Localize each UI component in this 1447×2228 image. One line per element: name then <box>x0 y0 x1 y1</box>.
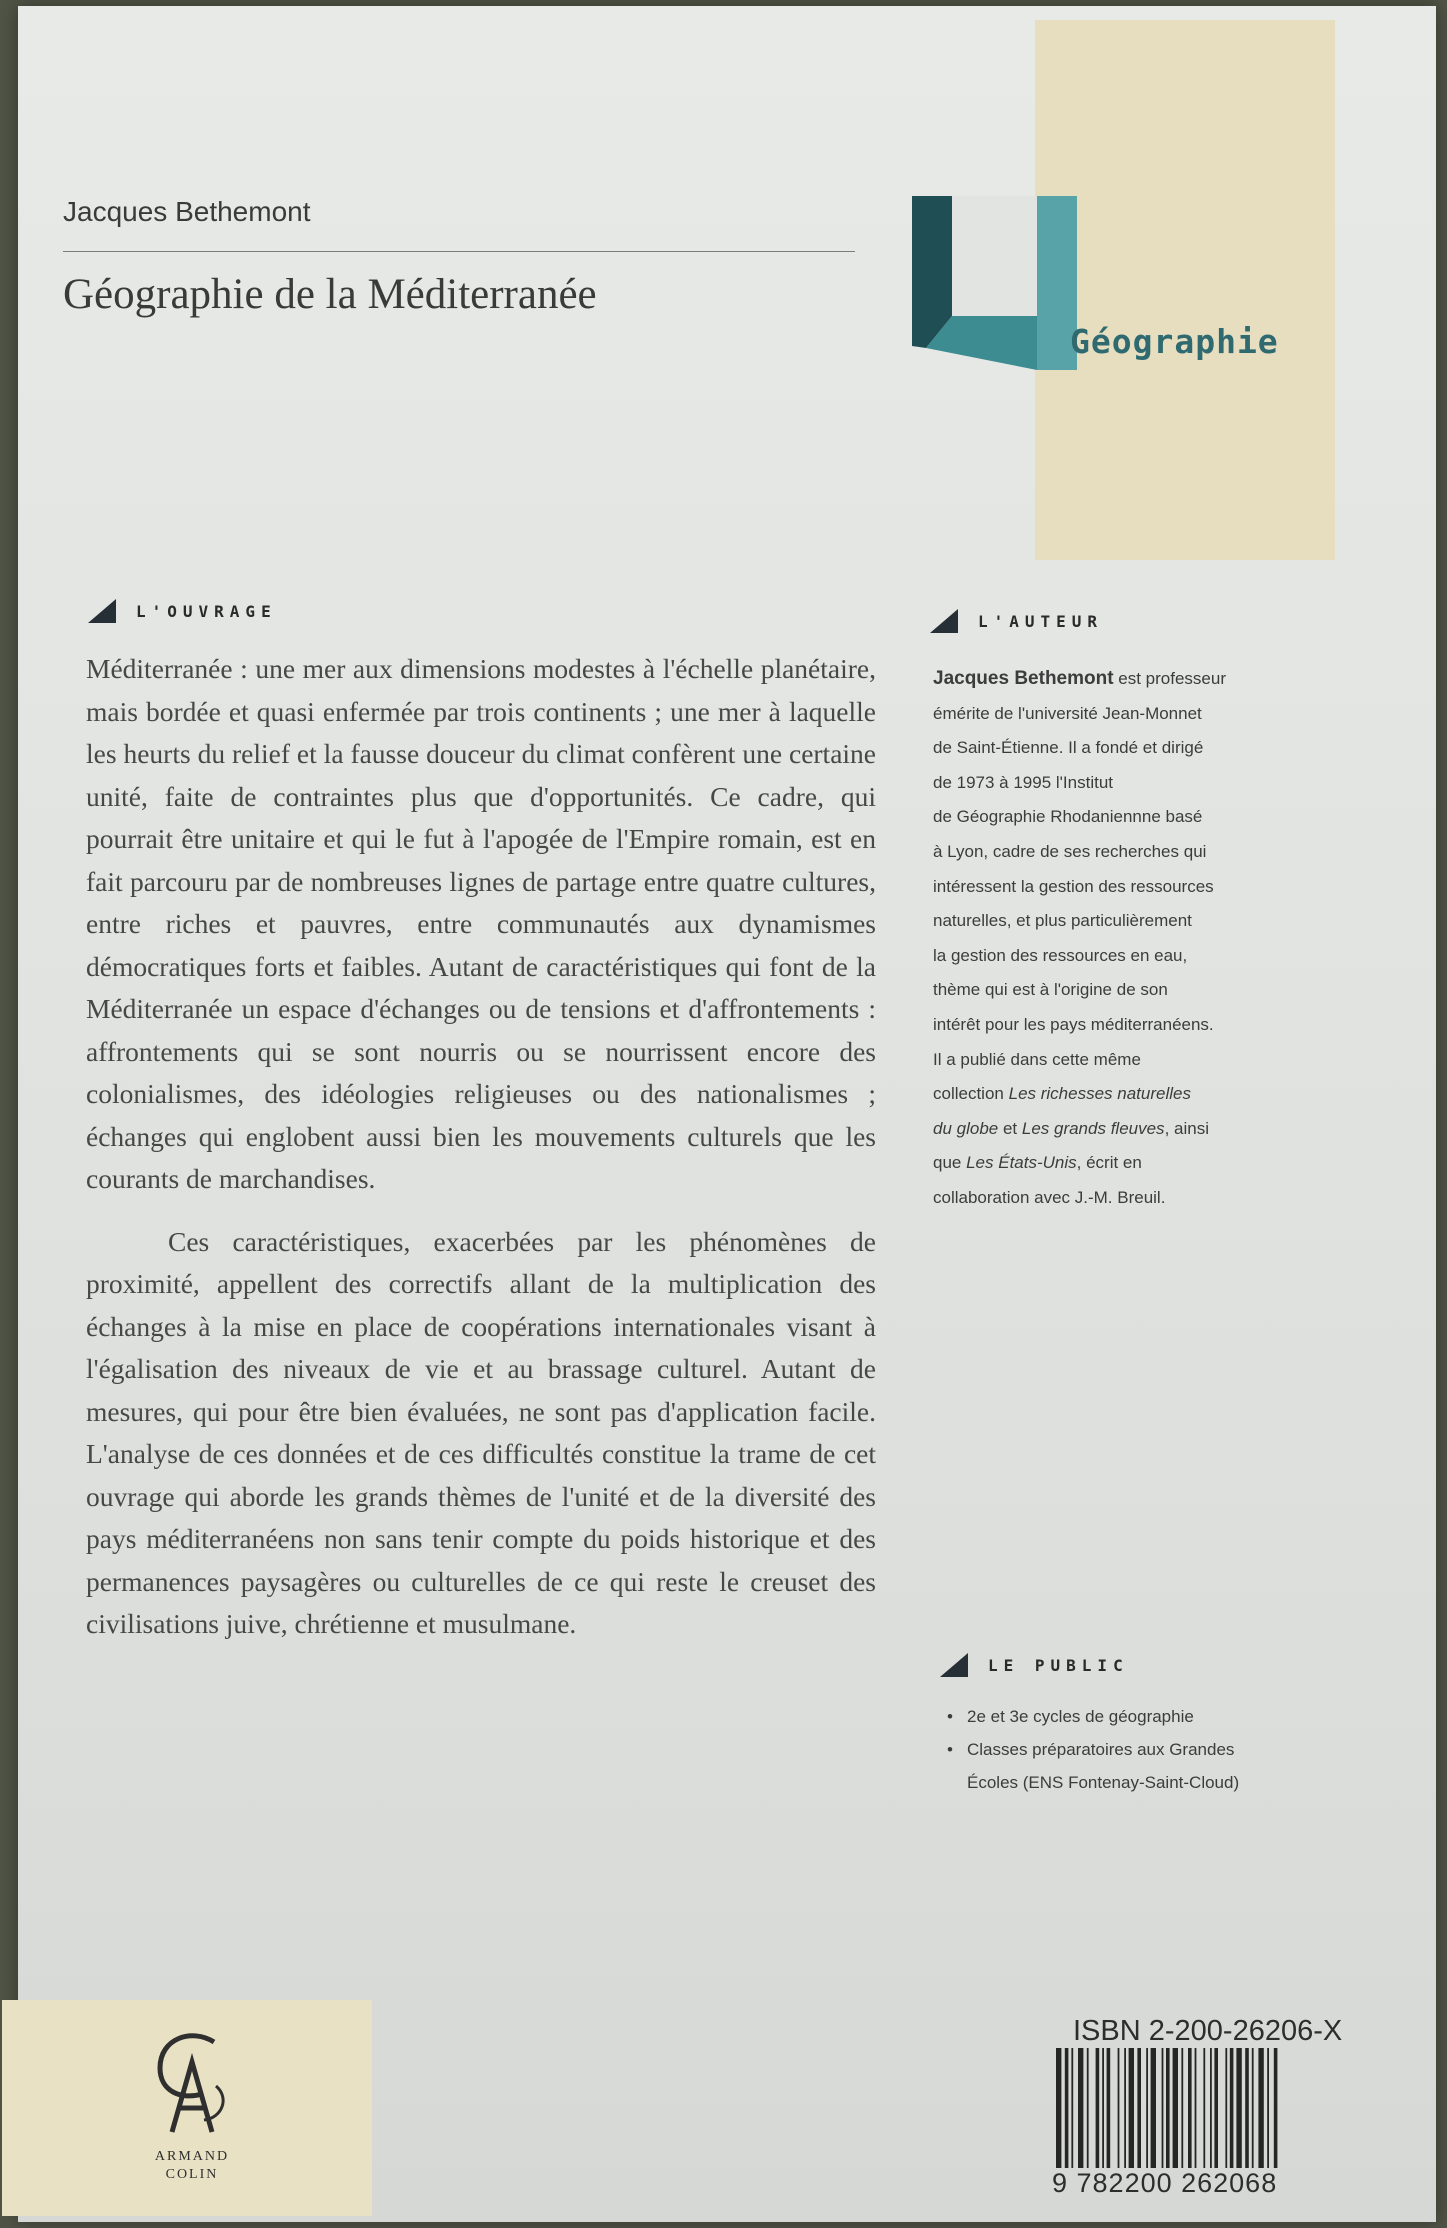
barcode-bar <box>1195 2048 1197 2168</box>
author-bio-line: thème qui est à l'origine de son <box>933 980 1168 1000</box>
barcode-bar <box>1166 2048 1170 2168</box>
barcode-bar <box>1107 2048 1111 2168</box>
barcode-bar <box>1267 2048 1269 2168</box>
barcode-bar <box>1236 2048 1241 2168</box>
barcode-bar <box>1162 2048 1164 2168</box>
ouvrage-body <box>86 648 876 1646</box>
author-bio-line: de 1973 à 1995 l'Institut <box>933 772 1113 792</box>
barcode-bar <box>1252 2048 1254 2168</box>
barcode-bar <box>1071 2048 1073 2168</box>
author-bio-line: intérêt pour les pays méditerranéens. <box>933 1014 1214 1034</box>
public-list <box>943 1700 1343 1799</box>
barcode-bar <box>1056 2048 1061 2168</box>
book-reference: Les richesses naturelles <box>1008 1084 1191 1104</box>
public-item: • 2e et 3e cycles de géographie <box>943 1700 1343 1733</box>
book-reference: Les États-Unis <box>966 1153 1077 1173</box>
barcode-bar <box>1129 2048 1134 2168</box>
section-public-heading <box>940 1650 1129 1680</box>
triangle-marker-icon <box>940 1653 968 1677</box>
barcode-bar <box>1203 2048 1205 2168</box>
barcode-digits: 9 782200 262068 <box>1052 2168 1278 2198</box>
barcode-bar <box>1087 2048 1089 2168</box>
barcode-icon <box>1052 2048 1342 2168</box>
barcode-bar <box>1173 2048 1178 2168</box>
barcode-bar <box>1225 2048 1227 2168</box>
triangle-marker-icon <box>930 609 958 633</box>
barcode-bar <box>1214 2048 1218 2168</box>
barcode-bar <box>1102 2048 1104 2168</box>
section-ouvrage-heading <box>88 596 277 626</box>
author-bio-line: de Saint-Étienne. Il a fondé et dirigé <box>933 738 1204 758</box>
author-bio-line: collaboration avec J.-M. Breuil. <box>933 1187 1166 1207</box>
ouvrage-paragraph-1: Méditerranée : une mer aux dimensions modestes à l'échelle planétaire, mais bordée et quasi enfermée par trois continents ; une mer à laquelle les heurts du relief et la fausse douceur du climat confèrent une certaine unité, faite de contraintes plus que d'opportunités. Ce cadre, qui pourrait être unitaire et qui le fut à l'apogée de l'Empire romain, est en fait parcouru par de nombreuses lignes de partage entre quatre cultures, entre riches et pauvres, entre communautés aux dynamismes démocratiques forts et faibles. Autant de caractéristiques qui font de la Méditerranée un espace d'échanges ou de tensions et d'affrontements : affrontements qui se sont nourris ou se nourrissent encore des colonialismes, des idéologies religieuses ou des nationalismes ; échanges qui englobent aussi bien les mouvements culturels que les courants de marchandises. <box>86 653 876 1194</box>
triangle-marker-icon <box>88 599 116 623</box>
book-title: Géographie de la Méditerranée <box>63 271 597 318</box>
section-ouvrage-label: L'OUVRAGE <box>136 601 277 621</box>
author-bio-line: Jacques Bethemont est professeur <box>933 668 1226 689</box>
author-name-header: Jacques Bethemont <box>63 196 311 227</box>
barcode-bar <box>1146 2048 1148 2168</box>
author-bio-line: émérite de l'université Jean-Monnet <box>933 703 1202 723</box>
barcode-bar <box>1137 2048 1141 2168</box>
barcode-bar <box>1124 2048 1126 2168</box>
author-bio-line: la gestion des ressources en eau, <box>933 945 1188 965</box>
book-reference: du globe <box>933 1118 999 1138</box>
author-bio-line: collection Les richesses naturelles <box>933 1084 1191 1104</box>
barcode-bar <box>1258 2048 1263 2168</box>
ouvrage-paragraph-2: Ces caractéristiques, exacerbées par les phénomènes de proximité, appellent des correctifs allant de la multiplication des échanges à la mise en place de coopérations internationales visant à l'égalisation des niveaux de vie et au brassage culturel. Autant de mesures, qui pour être bien évaluées, ne sont pas d'application facile. L'analyse de ces données et de ces difficultés constitue la trame de cet ouvrage qui aborde les grands thèmes de l'unité et de la diversité des pays méditerranéens non sans tenir compte du poids historique et des permanences paysagères ou culturelles de ce qui reste le creuset des civilisations juive, chrétienne et musulmane. <box>86 1225 876 1639</box>
section-public-label: LE PUBLIC <box>988 1655 1129 1675</box>
barcode-bar <box>1188 2048 1192 2168</box>
author-bio-line: à Lyon, cadre de ses recherches qui <box>933 841 1207 861</box>
barcode-bar <box>1274 2048 1278 2168</box>
book-reference: Les grands fleuves <box>1021 1118 1165 1138</box>
author-bio-line: Il a publié dans cette même <box>933 1049 1141 1069</box>
barcode-bar <box>1096 2048 1100 2168</box>
author-bio <box>933 662 1343 1216</box>
author-bio-line: de Géographie Rhodaniennne basé <box>933 807 1203 827</box>
author-bio-name: Jacques Bethemont <box>933 668 1114 689</box>
barcode-bar <box>1245 2048 1249 2168</box>
section-auteur-heading <box>930 606 1103 636</box>
isbn: ISBN 2-200-26206-X <box>1073 2015 1343 2047</box>
barcode-bar <box>1065 2048 1069 2168</box>
series-u-logo-icon <box>912 196 1077 370</box>
series-label: Géographie <box>1070 322 1279 361</box>
section-auteur-label: L'AUTEUR <box>978 611 1104 631</box>
author-bio-line: que Les États-Unis, écrit en <box>933 1153 1142 1173</box>
barcode-bar <box>1151 2048 1156 2168</box>
author-bio-line: intéressent la gestion des ressources <box>933 876 1214 896</box>
barcode-bar <box>1078 2048 1083 2168</box>
title-divider <box>63 251 855 252</box>
publisher-name: ARMAND COLIN <box>154 2149 230 2182</box>
barcode-bar <box>1181 2048 1183 2168</box>
armand-colin-logo-icon <box>152 2028 232 2138</box>
author-bio-line: du globe et Les grands fleuves, ainsi <box>933 1118 1209 1138</box>
public-item: • Classes préparatoires aux Grandes Écoles (ENS Fontenay-Saint-Cloud) <box>943 1733 1343 1799</box>
barcode-bar <box>1230 2048 1234 2168</box>
author-bio-line: naturelles, et plus particulièrement <box>933 911 1192 931</box>
series-cream-panel <box>1035 20 1335 560</box>
barcode-bar <box>1118 2048 1120 2168</box>
barcode-bar <box>1210 2048 1212 2168</box>
